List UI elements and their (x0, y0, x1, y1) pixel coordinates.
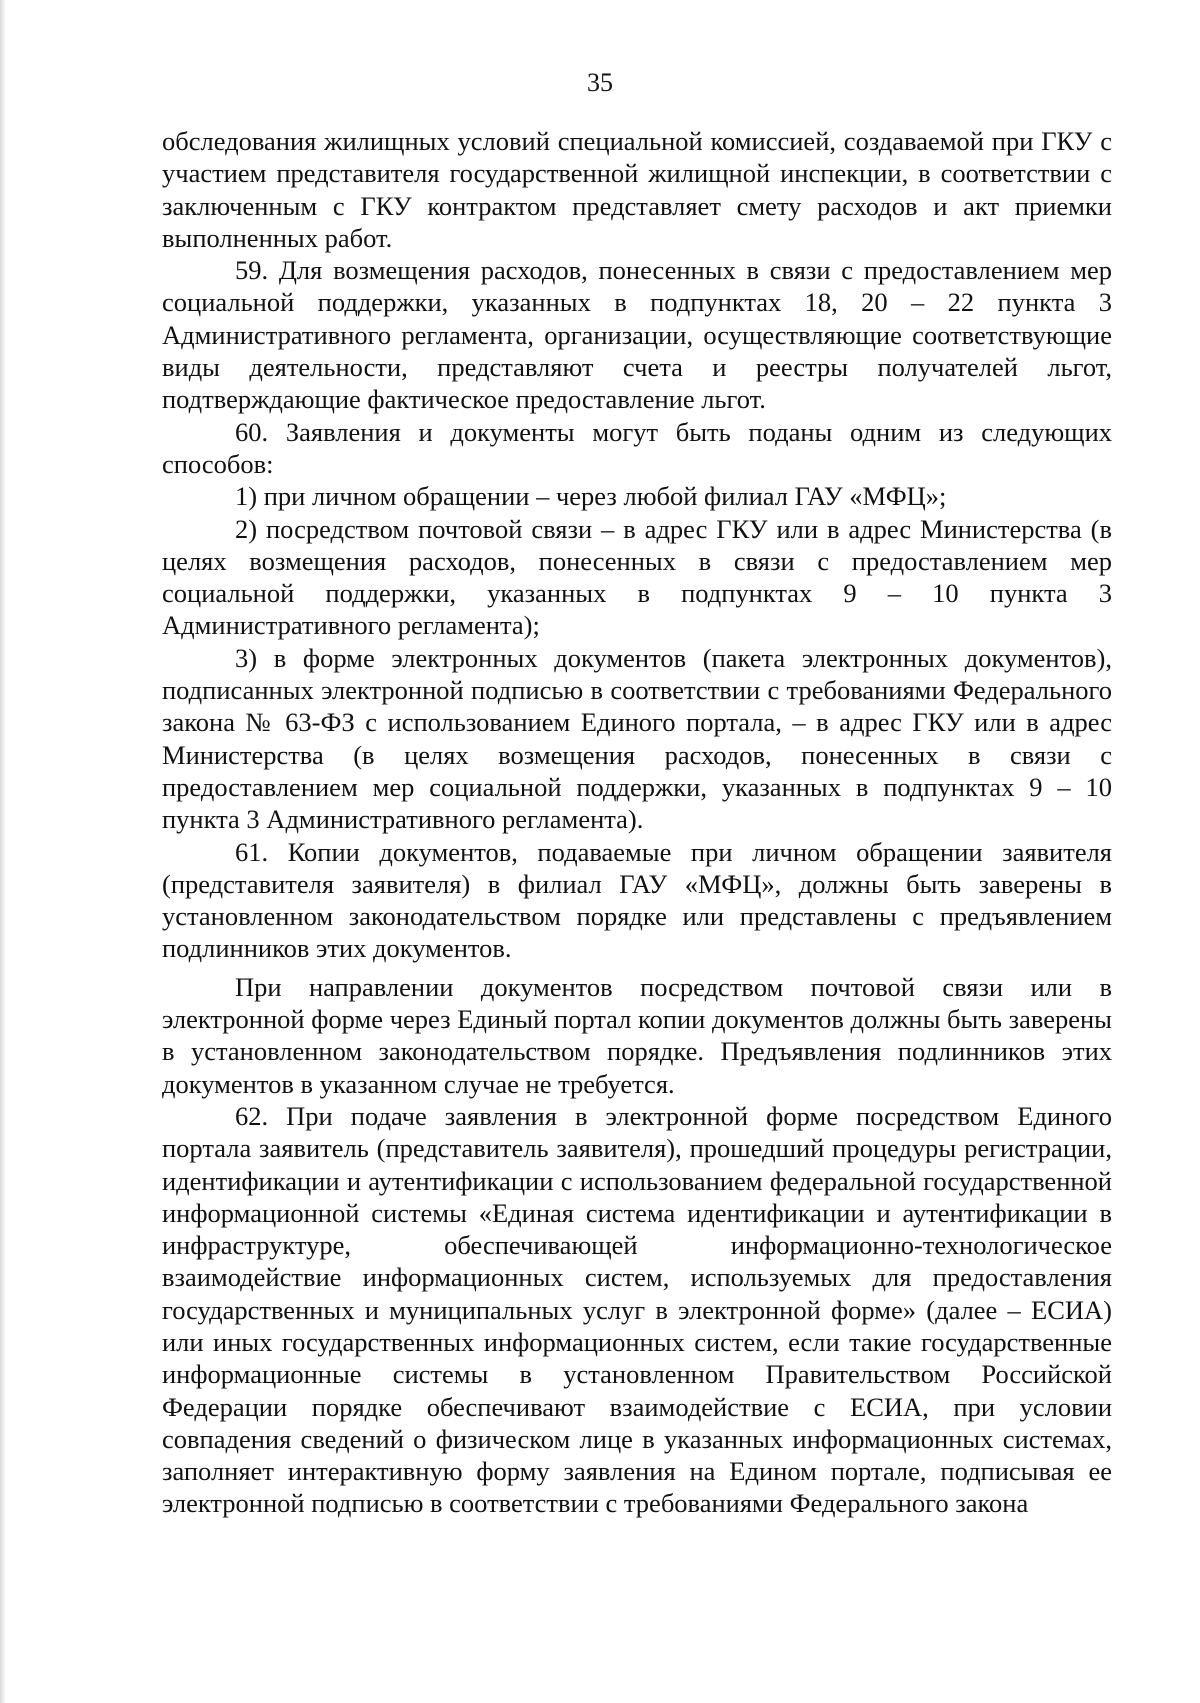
paragraph-subitem-1: 1) при личном обращении – через любой филиал ГАУ «МФЦ»; (235, 481, 947, 512)
paragraph-item-62: 62. При подаче заявления в электронной форме посредством Единого портала заявитель (представитель заявителя), прошедший процедуры регистрации, идентификации и аутентификации с использованием федеральной государственной информационной системы «Единая система идентификации и аутентификации в инфраструктуре, обеспечивающей информационно-технологическое взаимодействие информационных систем, используемых для предоставления государственных и муниципальных услуг в электронной форме» (далее – ЕСИА) или иных государственных информационных систем, если такие государственные информационные системы в установленном Правительством Российской Федерации порядке обеспечивают взаимодействие с ЕСИА, при условии совпадения сведений о физическом лице в указанных информационных системах, заполняет интерактивную форму заявления на Едином портале, подписывая ее электронной подписью в соответствии с требованиями Федерального закона (162, 1100, 1112, 1519)
paragraph-subitem-2: 2) посредством почтовой связи – в адрес ГКУ или в адрес Министерства (в целях возмещения расходов, понесенных в связи с предоставлением мер социальной поддержки, указанных в подпунктах 9 – 10 пункта 3 Административного регламента); (162, 513, 1112, 641)
scan-edge-shadow (0, 0, 6, 1703)
paragraph-item-61: 61. Копии документов, подаваемые при личном обращении заявителя (представителя заявителя) в филиал ГАУ «МФЦ», должны быть заверены в установленном законодательством порядке или представлены с предъявлением подлинников этих документов. (162, 836, 1112, 964)
paragraph-item-61-continued: При направлении документов посредством почтовой связи или в электронной форме через Единый портал копии документов должны быть заверены в установленном законодательством порядке. Предъявления подлинников этих документов в указанном случае не требуется. (162, 971, 1112, 1099)
paragraph-item-60: 60. Заявления и документы могут быть поданы одним из следующих способов: (162, 416, 1112, 479)
page-number: 35 (587, 68, 613, 97)
paragraph-continuation: обследования жилищных условий специальной комиссией, создаваемой при ГКУ с участием представителя государственной жилищной инспекции, в соответствии с заключенным с ГКУ контрактом представляет смету расходов и акт приемки выполненных работ. (162, 126, 1112, 253)
paragraph-item-59: 59. Для возмещения расходов, понесенных в связи с предоставлением мер социальной поддержки, указанных в подпунктах 18, 20 – 22 пункта 3 Административного регламента, организации, осуществляющие соответствующие виды деятельности, представляют счета и реестры получателей льгот, подтверждающие фактическое предоставление льгот. (162, 255, 1112, 415)
paragraph-subitem-3: 3) в форме электронных документов (пакета электронных документов), подписанных электронной подписью в соответствии с требованиями Федерального закона № 63-ФЗ с использованием Единого портала, – в адрес ГКУ или в адрес Министерства (в целях возмещения расходов, понесенных в связи с предоставлением мер социальной поддержки, указанных в подпунктах 9 – 10 пункта 3 Административного регламента). (162, 642, 1112, 835)
document-body (162, 125, 1112, 1520)
